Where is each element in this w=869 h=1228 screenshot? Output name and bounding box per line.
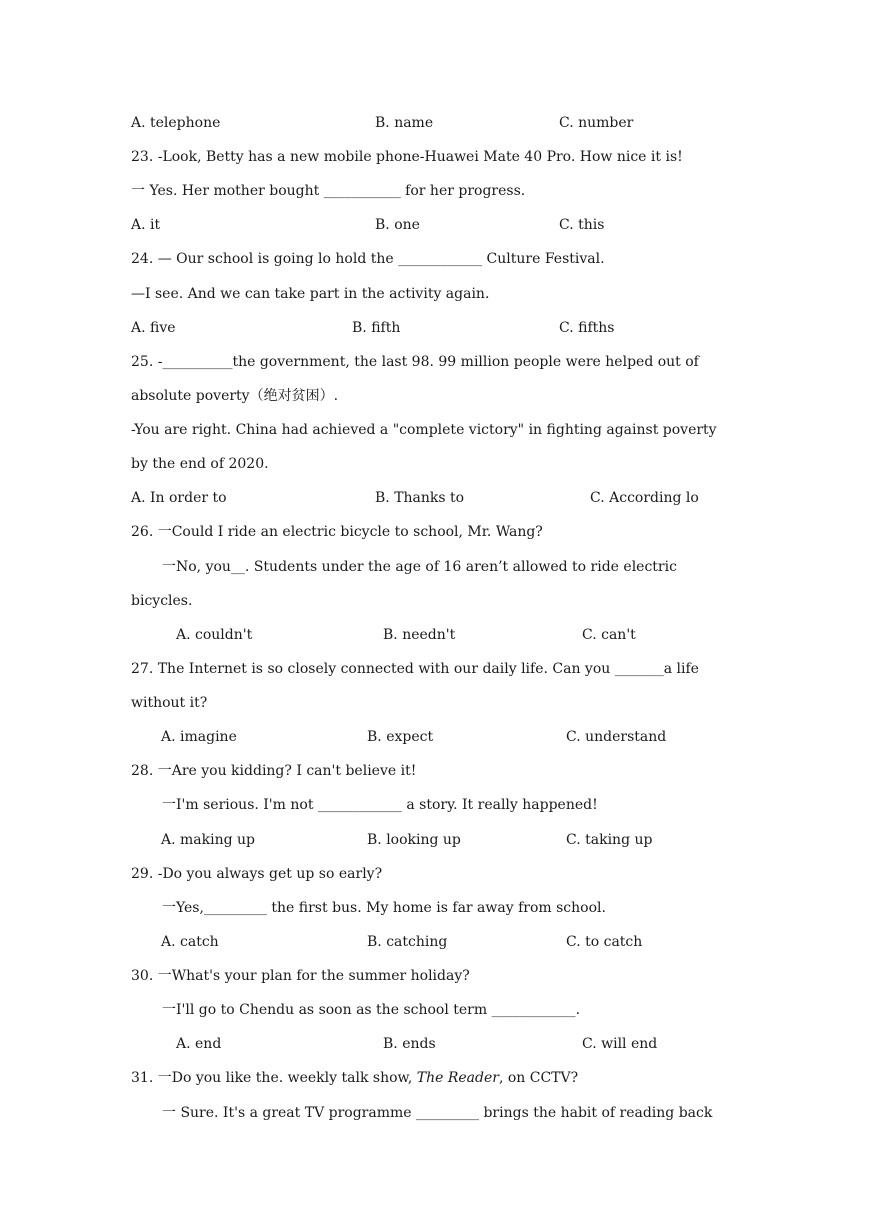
q29-reply: 一Yes,_________ the first bus. My home is far away from school. bbox=[162, 900, 606, 916]
q28-option-c: C. taking up bbox=[566, 832, 653, 848]
q30-option-a: A. end bbox=[176, 1036, 222, 1052]
q29-stem: 29. -Do you always get up so early? bbox=[131, 866, 383, 882]
q25-stem-line2: absolute poverty（绝对贫困）. bbox=[131, 388, 339, 404]
q25-stem-line1: 25. -__________the government, the last 98. 99 million people were helped out of bbox=[131, 354, 699, 370]
q28-reply: 一I'm serious. I'm not ____________ a story. It really happened! bbox=[162, 797, 598, 813]
q24-option-a: A. five bbox=[131, 320, 176, 336]
q29-option-c: C. to catch bbox=[566, 934, 643, 950]
q27-stem-line2: without it? bbox=[131, 695, 208, 711]
q24-reply: —I see. And we can take part in the activity again. bbox=[131, 286, 490, 302]
q24-stem: 24. — Our school is going lo hold the ____________ Culture Festival. bbox=[131, 251, 605, 267]
q23-option-c: C. this bbox=[559, 217, 605, 233]
q31-stem bbox=[131, 1069, 578, 1087]
q28-option-b: B. looking up bbox=[367, 832, 461, 848]
q26-reply-line1: 一No, you__. Students under the age of 16 aren’t allowed to ride electric bbox=[162, 559, 677, 575]
q22-option-a: A. telephone bbox=[131, 115, 221, 131]
q25-reply-line2: by the end of 2020. bbox=[131, 456, 269, 472]
q29-option-b: B. catching bbox=[367, 934, 448, 950]
q23-option-b: B. one bbox=[375, 217, 420, 233]
q28-option-a: A. making up bbox=[161, 832, 256, 848]
q25-option-b: B. Thanks to bbox=[375, 490, 465, 506]
q26-reply-line2: bicycles. bbox=[131, 593, 193, 609]
q25-reply-line1: -You are right. China had achieved a "complete victory" in fighting against poverty bbox=[131, 422, 717, 438]
q31-reply: 一 Sure. It's a great TV programme _________ brings the habit of reading back bbox=[162, 1105, 713, 1121]
q23-option-a: A. it bbox=[131, 217, 161, 233]
q30-reply: 一I'll go to Chendu as soon as the school term ____________. bbox=[162, 1002, 581, 1018]
q27-option-b: B. expect bbox=[367, 729, 434, 745]
q31-stem-post: , on CCTV? bbox=[498, 1070, 579, 1086]
q30-option-b: B. ends bbox=[383, 1036, 436, 1052]
q27-option-c: C. understand bbox=[566, 729, 667, 745]
q23-stem: 23. -Look, Betty has a new mobile phone-Huawei Mate 40 Pro. How nice it is! bbox=[131, 149, 683, 165]
q30-stem: 30. 一What's your plan for the summer holiday? bbox=[131, 968, 470, 984]
q31-stem-title: The Reader bbox=[416, 1070, 499, 1086]
q26-option-c: C. can't bbox=[582, 627, 636, 643]
q23-reply: 一 Yes. Her mother bought ___________ for her progress. bbox=[131, 183, 526, 199]
q26-option-a: A. couldn't bbox=[176, 627, 253, 643]
q30-option-c: C. will end bbox=[582, 1036, 658, 1052]
q28-stem: 28. 一Are you kidding? I can't believe it! bbox=[131, 763, 417, 779]
q24-option-c: C. fifths bbox=[559, 320, 615, 336]
q25-option-c: C. According lo bbox=[590, 490, 699, 506]
q25-option-a: A. In order to bbox=[131, 490, 227, 506]
q27-option-a: A. imagine bbox=[161, 729, 237, 745]
q27-stem-line1: 27. The Internet is so closely connected with our daily life. Can you _______a life bbox=[131, 661, 699, 677]
q26-option-b: B. needn't bbox=[383, 627, 456, 643]
q22-option-c: C. number bbox=[559, 115, 634, 131]
q26-stem: 26. 一Could I ride an electric bicycle to school, Mr. Wang? bbox=[131, 524, 543, 540]
q22-option-b: B. name bbox=[375, 115, 434, 131]
q31-stem-pre: 31. 一Do you like the. weekly talk show, bbox=[131, 1070, 417, 1086]
q29-option-a: A. catch bbox=[161, 934, 219, 950]
q24-option-b: B. fifth bbox=[352, 320, 401, 336]
